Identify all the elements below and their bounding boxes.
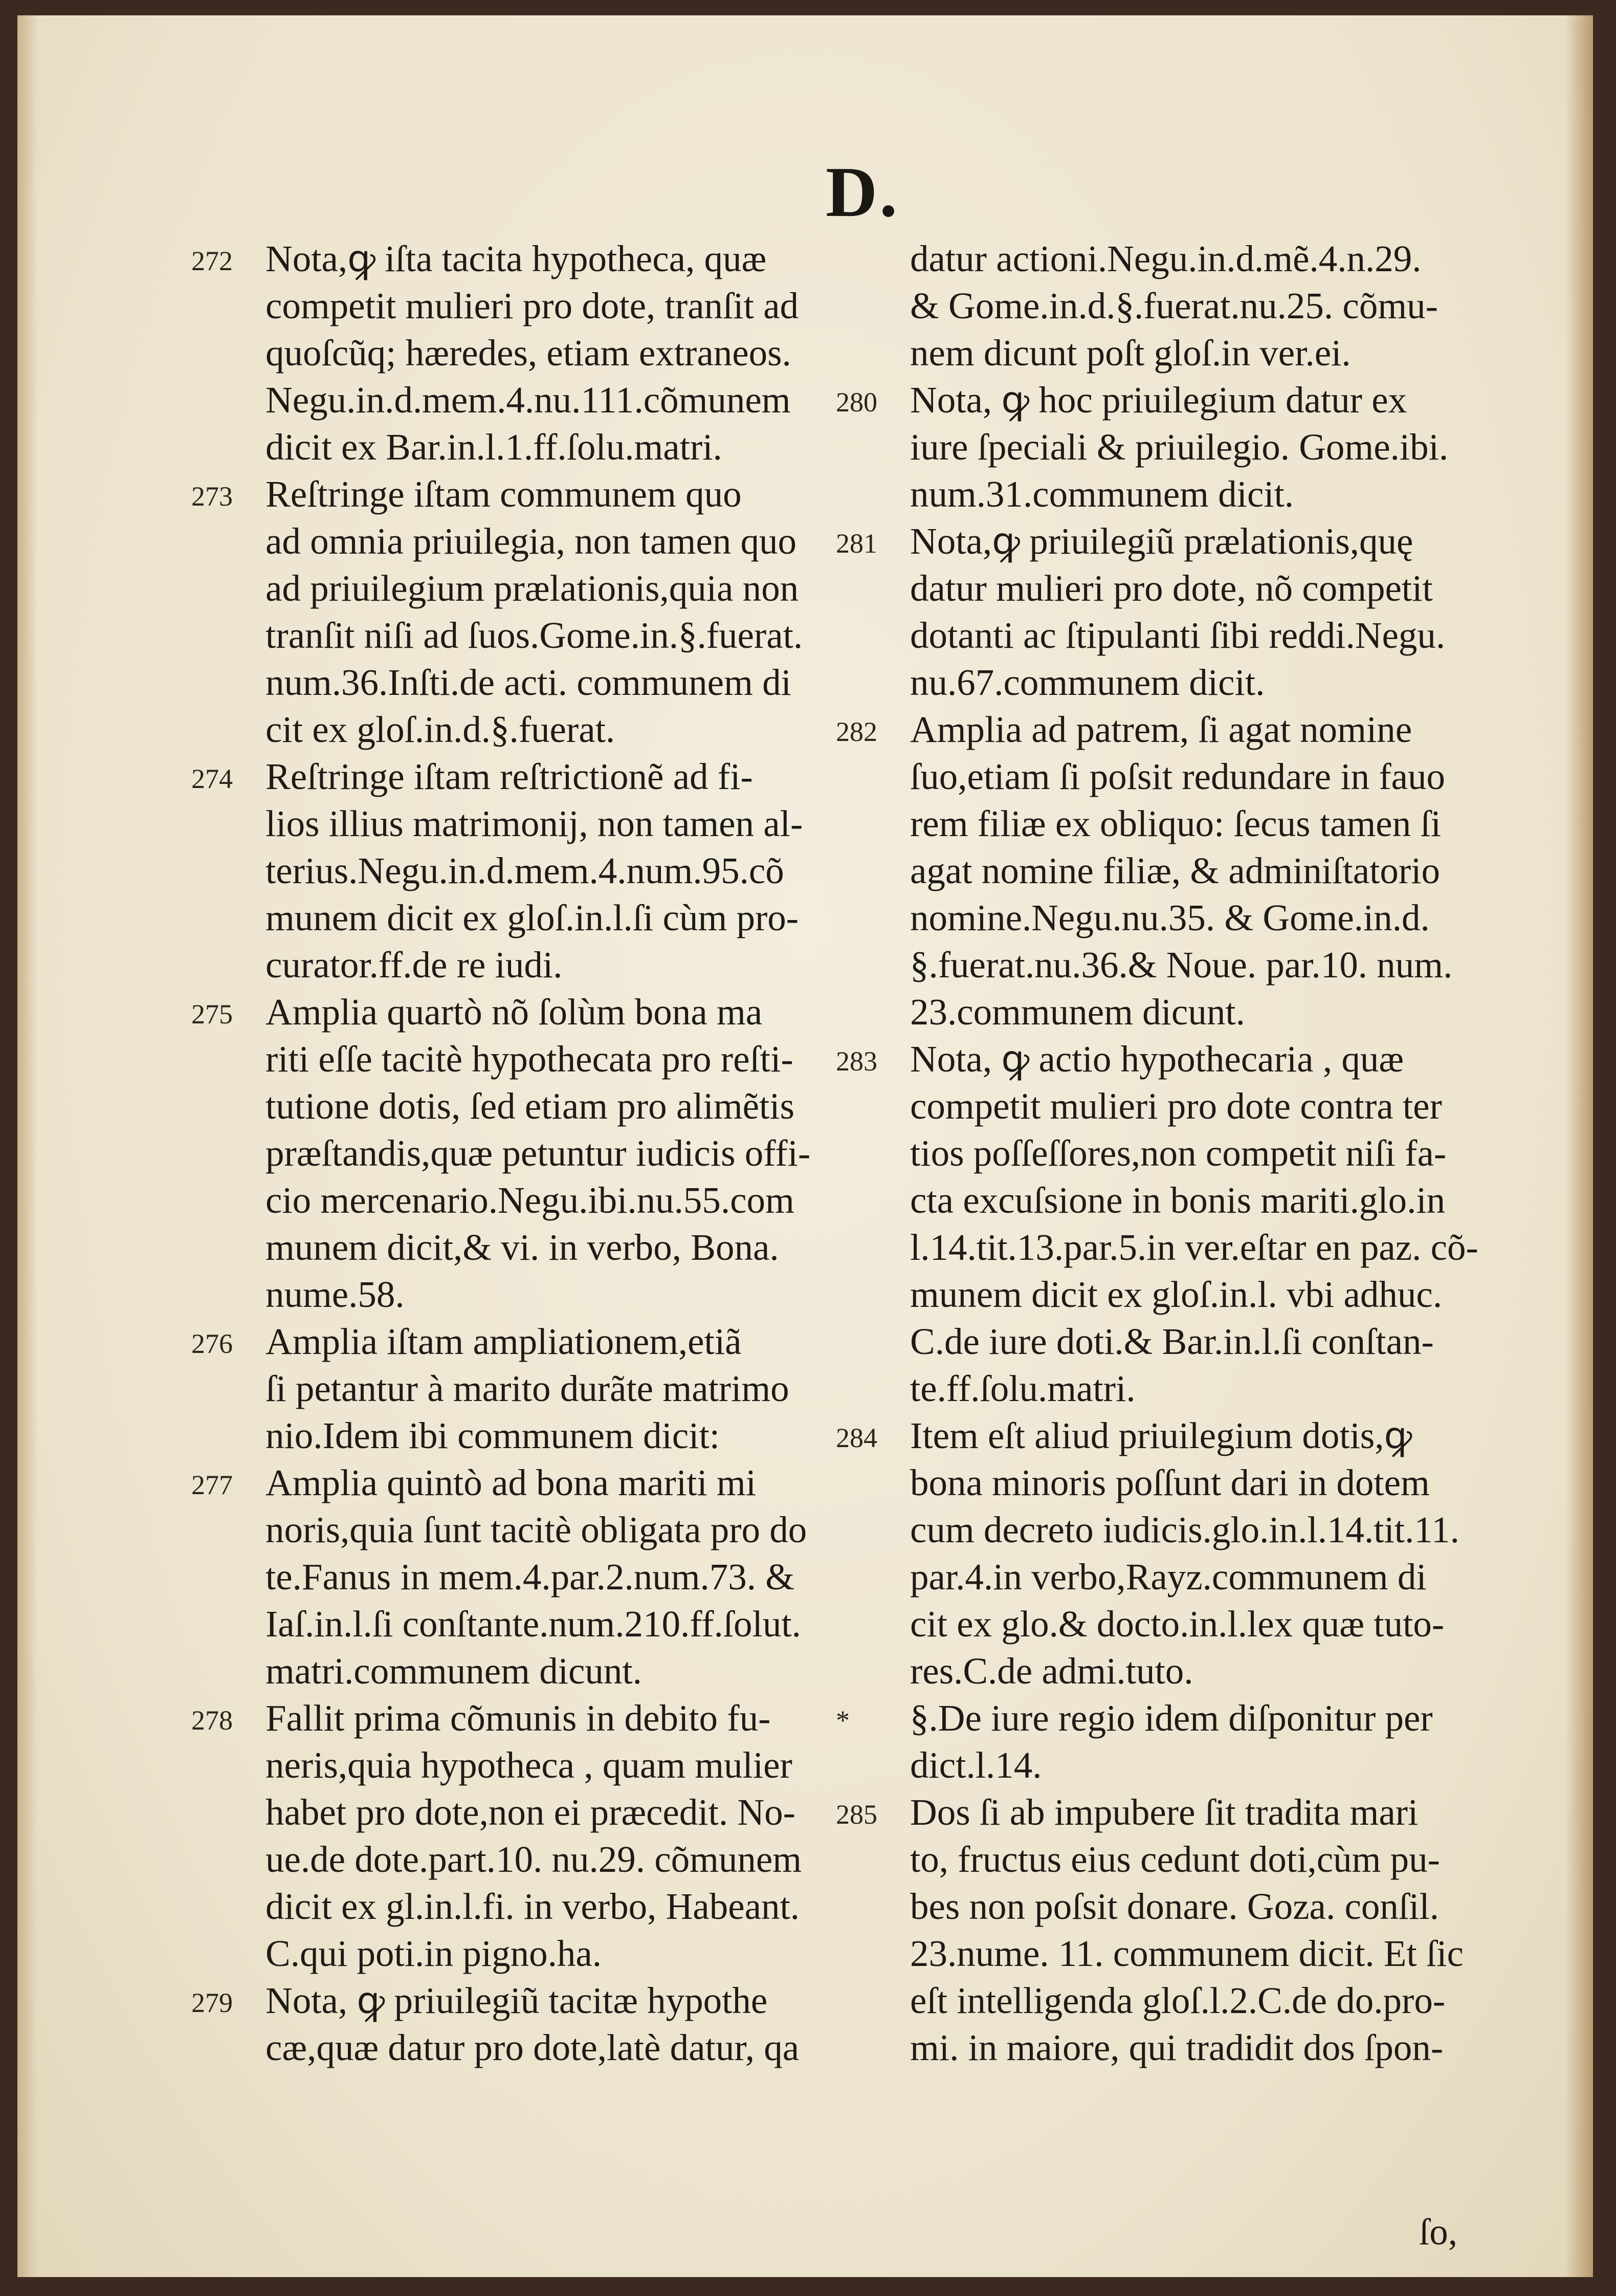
entry-text: Amplia quartò nõ ſolùm bona ma riti eſſe tacitè hypothecata pro reſti- tutione dotis, ſed etiam pro alimẽtis præſtandis,quæ petuntur iudicis offi- cio mercenario.Negu.ibi.nu.55.com munem dicit,& vi. in verbo, Bona. nume.58. (265, 991, 811, 1315)
entry-number: 274 (191, 763, 233, 794)
entry (191, 1695, 851, 1977)
signature-letter: D. (826, 152, 900, 232)
entry-text: Reſtringe iſtam communem quo ad omnia priuilegia, non tamen quo ad priuilegium prælationis,quia non tranſit niſi ad ſuos.Gome.in.§.fuerat. num.36.Inſti.de acti. communem di cit ex gloſ.in.d.§.fuerat. (265, 473, 803, 750)
entry-number: 276 (191, 1328, 233, 1359)
entry-number: 272 (191, 246, 233, 276)
entry-text: datur actioni.Negu.in.d.mẽ.4.n.29. & Gome.in.d.§.fuerat.nu.25. cõmu- nem dicunt poſt gloſ.in ver.ei. (910, 238, 1438, 374)
entry (836, 1412, 1496, 1695)
entry-text: §.De iure regio idem diſponitur per dict.l.14. (910, 1697, 1433, 1786)
entry-number: 282 (836, 716, 877, 747)
entry (191, 1977, 851, 2071)
entry-text: Nota,ꝙ priuilegiũ prælationis,quę datur mulieri pro dote, nõ competit dotanti ac ſtipulanti ſibi reddi.Negu. nu.67.communem dicit. (910, 520, 1446, 703)
entry (836, 377, 1496, 518)
entry-number: 285 (836, 1799, 877, 1830)
entry-number: 279 (191, 1987, 233, 2018)
entry (836, 1036, 1496, 1412)
entry (856, 235, 1496, 377)
entry-number: * (836, 1705, 850, 1736)
entry-number: 278 (191, 1705, 233, 1736)
entry-number: 283 (836, 1046, 877, 1077)
entry (191, 471, 851, 753)
entry-text: Dos ſi ab impubere ſit tradita mari to, fructus eius cedunt doti,cùm pu- bes non poſsit donare. Goza. conſil. 23.nume. 11. communem dicit. Et ſic eſt intelligenda gloſ.l.2.C.de do.pro- mi. in maiore, qui tradidit dos ſpon- (910, 1791, 1464, 2068)
right-text-column (836, 235, 1496, 2071)
entry-number: 273 (191, 481, 233, 512)
entry-number: 281 (836, 528, 877, 559)
entry-text: Nota, ꝙ hoc priuilegium datur ex iure ſpeciali & priuilegio. Gome.ibi. num.31.communem dicit. (910, 379, 1449, 515)
entry-text: Fallit prima cõmunis in debito fu- neris,quia hypotheca , quam mulier habet pro dote,non ei præcedit. No- ue.de dote.part.10. nu.29. cõmunem dicit ex gl.in.l.fi. in verbo, Habeant. C.qui poti.in pigno.ha. (265, 1697, 802, 1974)
entry-text: Nota, ꝙ priuilegiũ tacitæ hypothe cæ,quæ datur pro dote,latè datur, qa (265, 1980, 800, 2068)
entry (836, 1695, 1496, 1789)
catchword: ſo, (1419, 2211, 1458, 2253)
entry (836, 1789, 1496, 2071)
left-text-column (191, 235, 851, 2071)
page-edge-shadow-right (1565, 15, 1593, 2277)
entry (191, 753, 851, 989)
entry-text: Amplia quintò ad bona mariti mi noris,quia ſunt tacitè obligata pro do te.Fanus in mem.4.par.2.num.73. & Iaſ.in.l.ſi conſtante.num.210.ff.ſolut. matri.communem dicunt. (265, 1462, 807, 1692)
entry-text: Nota,ꝙ iſta tacita hypotheca, quæ competit mulieri pro dote, tranſit ad quoſcũq; hæredes, etiam extraneos. Negu.in.d.mem.4.nu.111.cõmunem dicit ex Bar.in.l.1.ff.ſolu.matri. (265, 238, 799, 468)
entry-text: Item eſt aliud priuilegium dotis,ꝙ bona minoris poſſunt dari in dotem cum decreto iudicis.glo.in.l.14.tit.11. par.4.in verbo,Rayz.communem di cit ex glo.& docto.in.l.lex quæ tuto- res.C.de admi.tuto. (910, 1415, 1459, 1692)
entry-text: Amplia ad patrem, ſi agat nomine ſuo,etiam ſi poſsit redundare in fauo rem filiæ ex obliquo: ſecus tamen ſi agat nomine filiæ, & adminiſtatorio nomine.Negu.nu.35. & Gome.in.d. §.fuerat.nu.36.& Noue. par.10. num. 23.communem dicunt. (910, 709, 1453, 1033)
entry (191, 1459, 851, 1695)
entry-text: Nota, ꝙ actio hypothecaria , quæ competit mulieri pro dote contra ter tios poſſeſſores,non competit niſi fa- cta excuſsione in bonis mariti.glo.in l.14.tit.13.par.5.in ver.eſtar en paz. cõ- munem dicit ex gloſ.in.l. vbi adhuc. C.de iure doti.& Bar.in.l.ſi conſtan- te.ff.ſolu.matri. (910, 1038, 1478, 1409)
entry (191, 1318, 851, 1459)
entry-number: 277 (191, 1470, 233, 1500)
entry (836, 706, 1496, 1036)
manuscript-page (17, 15, 1593, 2277)
entry (191, 235, 851, 471)
page-edge-shadow-left (17, 15, 38, 2277)
entry-number: 284 (836, 1423, 877, 1453)
entry-text: Amplia iſtam ampliationem,etiã ſi petantur à marito durãte matrimo nio.Idem ibi communem dicit: (265, 1321, 789, 1456)
entry (191, 989, 851, 1318)
entry-number: 280 (836, 387, 877, 418)
entry-number: 275 (191, 999, 233, 1030)
entry-text: Reſtringe iſtam reſtrictionẽ ad fi- lios illius matrimonij, non tamen al- terius.Negu.in.d.mem.4.num.95.cõ munem dicit ex gloſ.in.l.ſi cùm pro- curator.ff.de re iudi. (265, 756, 803, 986)
entry (836, 518, 1496, 706)
